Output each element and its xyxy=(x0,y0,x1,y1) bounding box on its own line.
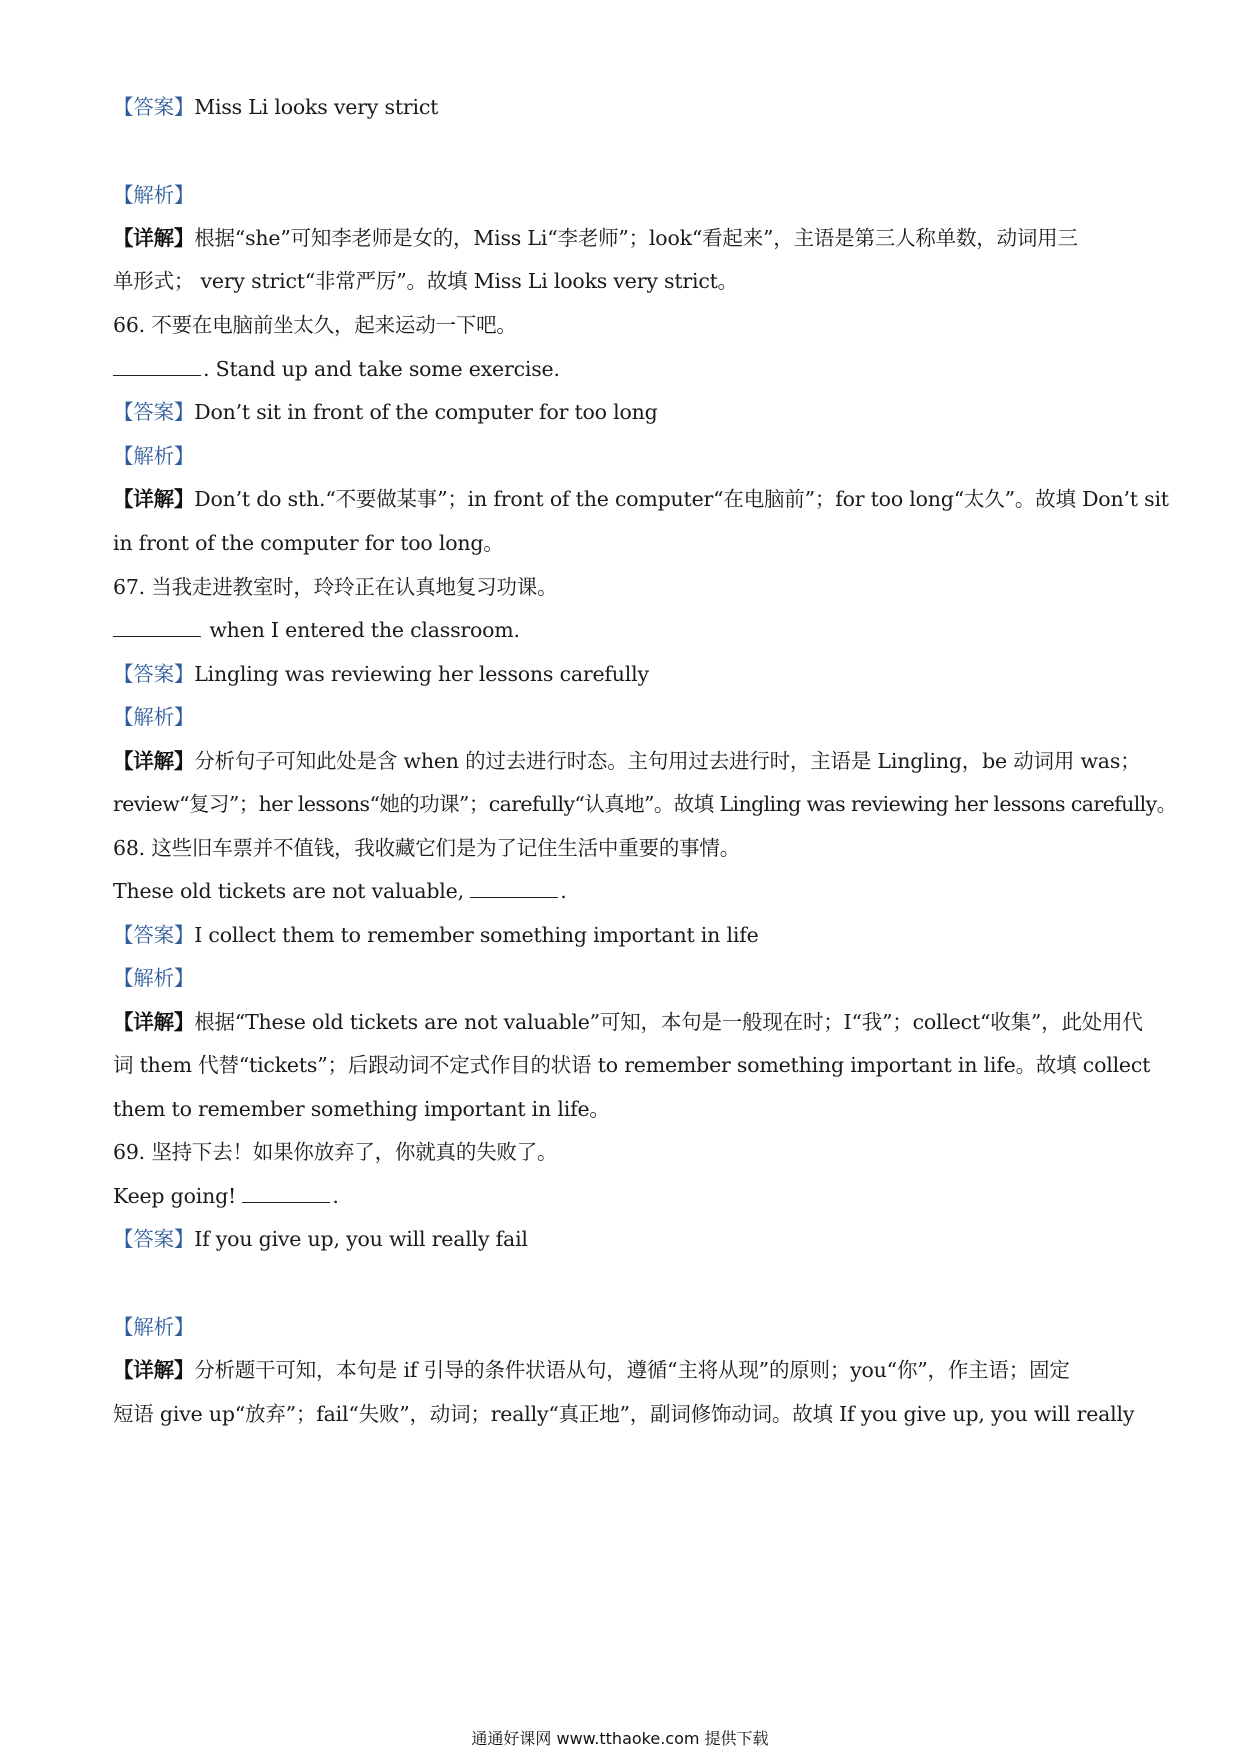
answer-line-69: 【答案】If you give up, you will really fail xyxy=(113,1227,528,1251)
detail-continued: 词 them 代替“tickets”；后跟动词不定式作目的状语 to remember something important in life。故填 collect xyxy=(113,1053,1151,1077)
detail-tag: 【详解】 xyxy=(113,1010,195,1034)
analysis-line-66 xyxy=(113,441,194,471)
detail-tag: 【详解】 xyxy=(113,226,195,250)
answer-text: Miss Li looks very strict xyxy=(194,95,439,119)
detail-line-67: 【详解】分析句子可知此处是含 when 的过去进行时态。主句用过去进行时，主语是 Lingling，be 动词用 was； xyxy=(113,749,1141,773)
detail-tag: 【详解】 xyxy=(113,749,195,773)
analysis-line-65 xyxy=(113,180,194,210)
question-68: 68. 这些旧车票并不值钱，我收藏它们是为了记住生活中重要的事情。 xyxy=(113,836,741,860)
answer-line-66: 【答案】Don’t sit in front of the computer for too long xyxy=(113,400,658,424)
detail-line-65 xyxy=(113,223,1078,253)
answer-tag: 【答案】 xyxy=(113,662,195,686)
answer-line-68: 【答案】I collect them to remember something important in life xyxy=(113,923,759,947)
detail-continued: 短语 give up“放弃”；fail“失败”，动词；really“真正地”，副词修饰动词。故填 If you give up, you will really xyxy=(113,1402,1135,1426)
detail-tag: 【详解】 xyxy=(113,1358,195,1382)
prompt-67: when I entered the classroom. xyxy=(113,615,520,645)
question-69: 69. 坚持下去！如果你放弃了，你就真的失败了。 xyxy=(113,1140,558,1164)
answer-line-67: 【答案】Lingling was reviewing her lessons carefully xyxy=(113,662,649,686)
answer-blank xyxy=(242,1184,330,1203)
detail-line-66: 【详解】Don’t do sth.“不要做某事”；in front of the computer“在电脑前”；for too long“太久”。故填 Don’t sit xyxy=(113,487,1169,511)
prompt-69: Keep going! . xyxy=(113,1184,339,1208)
detail-text: 根据“she”可知李老师是女的，Miss Li“李老师”；look“看起来”，主语是第三人称单数，动词用三 xyxy=(194,226,1078,250)
answer-blank xyxy=(113,618,201,637)
answer-tag: 【答案】 xyxy=(113,95,195,119)
question-67: 67. 当我走进教室时，玲玲正在认真地复习功课。 xyxy=(113,575,558,599)
analysis-tag: 【解析】 xyxy=(113,1315,195,1339)
analysis-line-68 xyxy=(113,963,194,993)
detail-continued: 单形式； very strict“非常严厉”。故填 Miss Li looks very strict。 xyxy=(113,269,738,293)
answer-tag: 【答案】 xyxy=(113,923,195,947)
detail-line-69: 【详解】分析题干可知，本句是 if 引导的条件状语从句，遵循“主将从现”的原则；you“你”，作主语；固定 xyxy=(113,1358,1070,1382)
analysis-line-69 xyxy=(113,1312,194,1342)
detail-continued: in front of the computer for too long。 xyxy=(113,531,504,555)
answer-tag: 【答案】 xyxy=(113,1227,195,1251)
prompt-66: . Stand up and take some exercise. xyxy=(113,354,560,384)
detail-continued: review“复习”；her lessons“她的功课”；carefully“认真地”。故填 Lingling was reviewing her lessons carefully。 xyxy=(113,792,1177,816)
page-footer: 通通好课网 www.tthaoke.com 提供下载 xyxy=(471,1729,769,1748)
answer-tag: 【答案】 xyxy=(113,400,195,424)
analysis-tag: 【解析】 xyxy=(113,444,195,468)
detail-tag: 【详解】 xyxy=(113,487,195,511)
analysis-tag: 【解析】 xyxy=(113,966,195,990)
answer-blank xyxy=(113,357,201,376)
detail-continued: them to remember something important in life。 xyxy=(113,1097,610,1121)
answer-blank xyxy=(470,879,558,898)
prompt-68: These old tickets are not valuable, . xyxy=(113,879,567,903)
analysis-line-67 xyxy=(113,702,194,732)
detail-line-68: 【详解】根据“These old tickets are not valuable”可知，本句是一般现在时；I“我”；collect“收集”，此处用代 xyxy=(113,1010,1143,1034)
question-66: 66. 不要在电脑前坐太久，起来运动一下吧。 xyxy=(113,313,517,337)
answer-line-65 xyxy=(113,92,438,122)
analysis-tag: 【解析】 xyxy=(113,183,195,207)
analysis-tag: 【解析】 xyxy=(113,705,195,729)
